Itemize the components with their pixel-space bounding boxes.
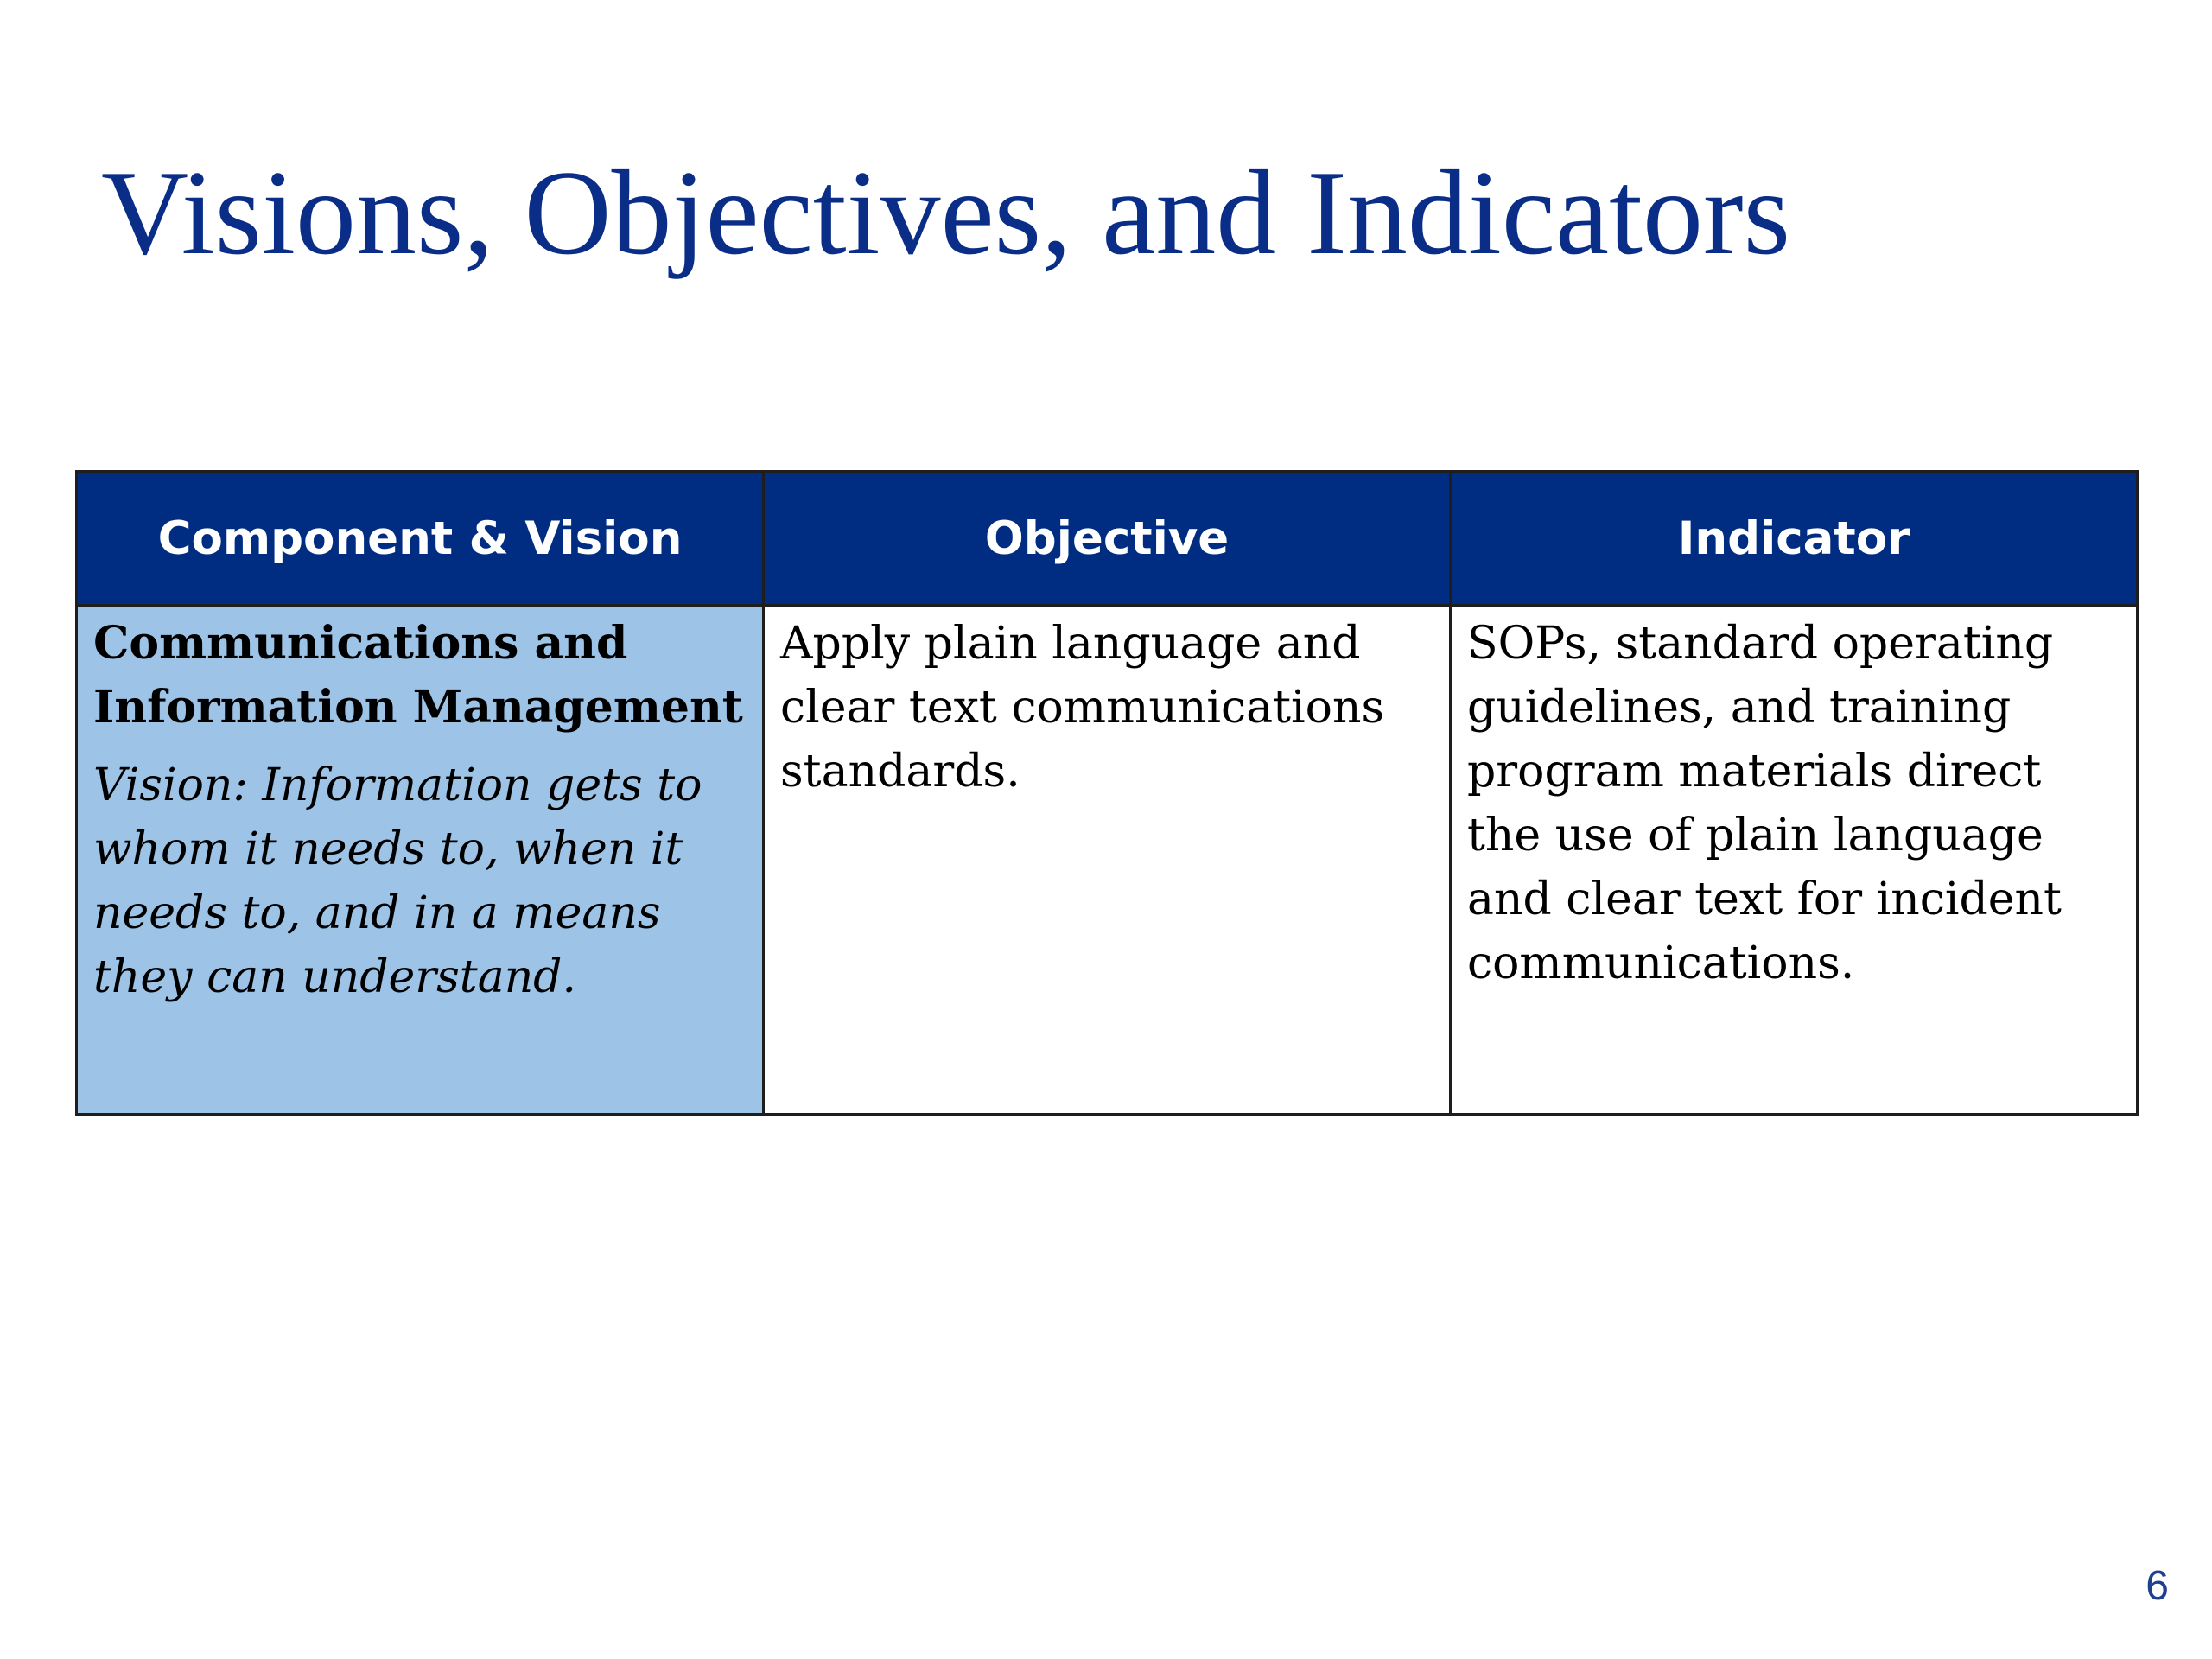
page-number: 6 — [2145, 1563, 2169, 1609]
table-row — [77, 606, 2138, 1115]
indicator-text: SOPs, standard operating guidelines, and training program materials direct the use of plain language and clear text for incident communications. — [1467, 618, 2062, 989]
vision-objective-indicator-table-wrap — [75, 470, 2139, 1116]
table-header-row — [77, 472, 2138, 606]
component-name: Communications and Information Management — [93, 617, 743, 734]
header-objective: Objective — [764, 472, 1451, 606]
objective-text: Apply plain language and clear text communications standards. — [780, 618, 1385, 798]
vision-statement: Vision: Information gets to whom it needs to, when it needs to, and in a means they can understand. — [93, 760, 702, 1003]
indicator-cell — [1451, 606, 2138, 1115]
component-vision-cell — [77, 606, 764, 1115]
slide-title: Visions, Objectives, and Indicators — [101, 146, 1791, 280]
header-component-vision: Component & Vision — [77, 472, 764, 606]
objective-cell — [764, 606, 1451, 1115]
header-indicator: Indicator — [1451, 472, 2138, 606]
vision-objective-indicator-table — [75, 470, 2139, 1116]
